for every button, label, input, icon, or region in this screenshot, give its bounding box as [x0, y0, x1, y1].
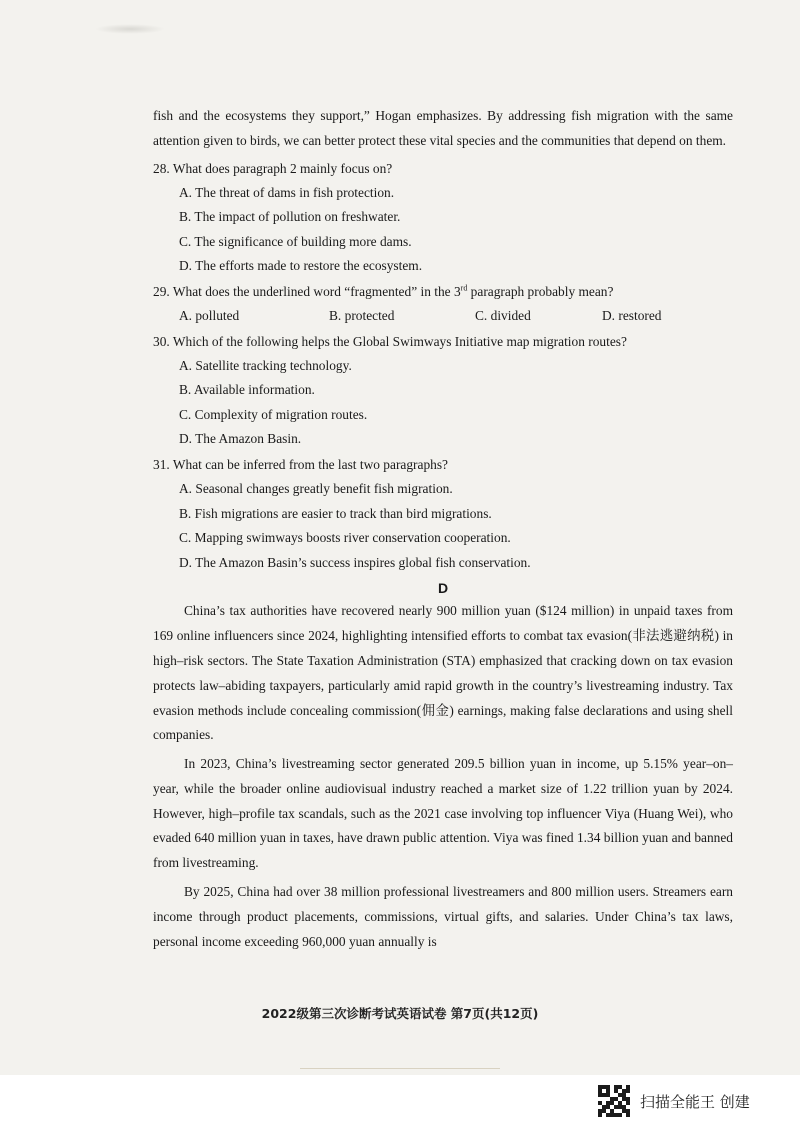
- page-footer: 2022级第三次诊断考试英语试卷 第7页(共12页): [261, 1006, 539, 1021]
- question-stem: 31. What can be inferred from the last two paragraphs?: [153, 456, 448, 472]
- scan-mark: [95, 24, 165, 34]
- page-content: [153, 103, 733, 954]
- option-c: C. divided: [475, 307, 531, 323]
- option-b: B. Fish migrations are easier to track than bird migrations.: [179, 505, 492, 521]
- option-b: B. Available information.: [179, 382, 315, 398]
- option-d: D. restored: [602, 307, 662, 323]
- question-stem: 28. What does paragraph 2 mainly focus on?: [153, 160, 393, 176]
- passage-paragraph: In 2023, China’s livestreaming sector generated 209.5 billion yuan in income, up 5.15% year–on–year, while the broader online audiovisual industry reached a market size of 1.22 trillion yuan by 2024. However, high–profile tax scandals, such as the 2021 case involving top influencer Viya (Huang Wei), who evaded 640 million yuan in taxes, have drawn public attention. Viya was fined 1.34 billion yuan and banned from livestreaming.: [153, 756, 733, 871]
- question-28: [153, 156, 733, 279]
- passage-paragraph: China’s tax authorities have recovered nearly 900 million yuan ($124 million) in unpaid taxes from 169 online influencers since 2024, highlighting intensified efforts to combat tax evasion(非法逃避纳税) in high–risk sectors. The State Taxation Administration (STA) emphasized that cracking down on tax evasion protects law–abiding taxpayers, particularly amid rapid growth in the country’s livestreaming industry. Tax evasion methods include concealing commission(佣金) earnings, making false declarations and using shell companies.: [153, 603, 733, 743]
- passage-d: [153, 599, 733, 954]
- option-d: D. The Amazon Basin’s success inspires global fish conservation.: [179, 554, 531, 570]
- option-c: C. Mapping swimways boosts river conservation cooperation.: [179, 530, 511, 546]
- passage-paragraph: By 2025, China had over 38 million professional livestreamers and 800 million users. Streamers earn income through product placements, commissions, virtual gifts, and salaries. Under China’s tax laws, personal income exceeding 960,000 yuan annually is: [153, 884, 733, 949]
- option-b: B. The impact of pollution on freshwater.: [179, 209, 401, 225]
- page-edge-line: [300, 1068, 500, 1069]
- question-30: [153, 329, 733, 452]
- passage-c-continuation: fish and the ecosystems they support,” Hogan emphasizes. By addressing fish migration with the same attention given to birds, we can better protect these vital species and the communities that depend on them.: [153, 108, 733, 149]
- question-29: [153, 279, 733, 329]
- option-b: B. protected: [329, 307, 395, 323]
- option-d: D. The Amazon Basin.: [179, 431, 302, 447]
- question-stem: 29. What does the underlined word “fragmented” in the 3rd paragraph probably mean?: [153, 283, 614, 299]
- option-a: A. Seasonal changes greatly benefit fish migration.: [179, 480, 453, 496]
- option-a: A. The threat of dams in fish protection.: [179, 184, 395, 200]
- qr-code-icon: [598, 1085, 630, 1117]
- options-row: [179, 304, 733, 329]
- option-c: C. Complexity of migration routes.: [179, 406, 368, 422]
- option-a: A. polluted: [179, 307, 240, 323]
- scanner-watermark: [598, 1085, 750, 1117]
- watermark-label: 扫描全能王 创建: [640, 1092, 750, 1111]
- section-heading: D: [437, 580, 449, 597]
- option-a: A. Satellite tracking technology.: [179, 357, 352, 373]
- question-stem: 30. Which of the following helps the Global Swimways Initiative map migration routes?: [153, 333, 627, 349]
- question-31: [153, 452, 733, 575]
- option-c: C. The significance of building more dams.: [179, 233, 412, 249]
- option-d: D. The efforts made to restore the ecosystem.: [179, 258, 423, 274]
